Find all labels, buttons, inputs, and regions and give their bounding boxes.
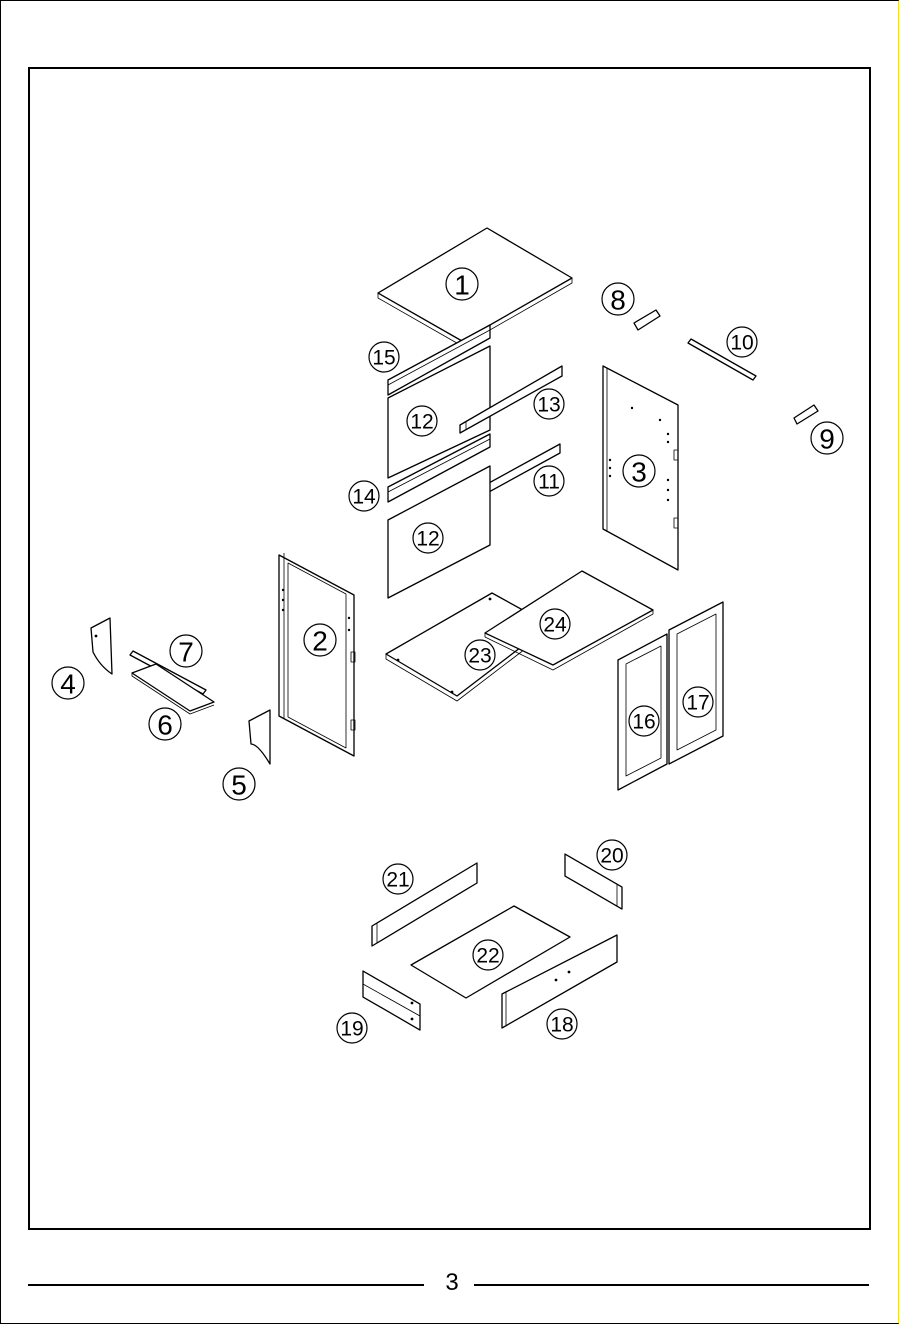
part-9-hinge-plate — [794, 405, 818, 424]
callout-13 — [534, 389, 564, 419]
callout-16 — [629, 706, 659, 736]
callout-22 — [473, 940, 503, 970]
callout-15-label: 15 — [372, 346, 396, 370]
callout-8-label: 8 — [610, 284, 626, 316]
callout-13-label: 13 — [537, 393, 561, 417]
callout-14 — [349, 481, 379, 511]
callout-19-label: 19 — [340, 1017, 364, 1041]
callout-1-label: 1 — [454, 269, 470, 301]
footer-rule-left — [28, 1284, 424, 1286]
callout-20 — [597, 840, 627, 870]
callout-17-label: 17 — [686, 691, 710, 715]
callout-12-upper — [407, 406, 437, 436]
callout-21-label: 21 — [386, 868, 410, 892]
callout-17 — [683, 687, 713, 717]
callout-19 — [337, 1013, 367, 1043]
callout-7-label: 7 — [178, 636, 194, 668]
callout-3-label: 3 — [631, 456, 647, 488]
callout-6-label: 6 — [157, 709, 173, 741]
callout-10-label: 10 — [730, 331, 754, 355]
callout-2-label: 2 — [312, 625, 328, 657]
callout-5-label: 5 — [231, 769, 247, 801]
callout-21 — [383, 864, 413, 894]
callout-16-label: 16 — [632, 710, 656, 734]
callout-23-label: 23 — [468, 644, 492, 668]
callout-12-lower-label: 12 — [416, 527, 440, 551]
callout-8 — [602, 283, 634, 316]
callout-2 — [304, 624, 336, 657]
footer-rule-right — [474, 1284, 869, 1286]
callout-9-label: 9 — [819, 423, 835, 455]
callout-18 — [547, 1009, 577, 1039]
part-17-door — [669, 602, 723, 764]
callout-12-upper-label: 12 — [410, 410, 434, 434]
callout-14-label: 14 — [352, 485, 376, 509]
part-8-hinge-plate — [634, 310, 660, 330]
callout-12-lower — [413, 523, 443, 553]
part-19-drawer-back — [363, 971, 420, 1030]
callout-3 — [623, 455, 655, 488]
callout-11 — [534, 466, 564, 496]
callout-24 — [540, 609, 570, 639]
callout-7 — [170, 635, 202, 668]
callout-5 — [223, 768, 255, 801]
callout-24-label: 24 — [543, 613, 567, 637]
callout-18-label: 18 — [550, 1013, 574, 1037]
callout-4-label: 4 — [60, 668, 76, 700]
callout-9 — [811, 422, 843, 455]
callout-10 — [727, 327, 757, 357]
part-5-bracket — [249, 710, 270, 764]
callout-20-label: 20 — [600, 844, 624, 868]
part-4-bracket — [91, 618, 112, 674]
callout-15 — [369, 342, 399, 372]
callout-1 — [446, 268, 478, 301]
callout-23 — [465, 640, 495, 670]
callout-22-label: 22 — [476, 944, 500, 968]
callout-4 — [52, 667, 84, 700]
callout-11-label: 11 — [538, 470, 560, 494]
callout-6 — [149, 708, 181, 741]
page-number: 3 — [445, 1269, 459, 1296]
